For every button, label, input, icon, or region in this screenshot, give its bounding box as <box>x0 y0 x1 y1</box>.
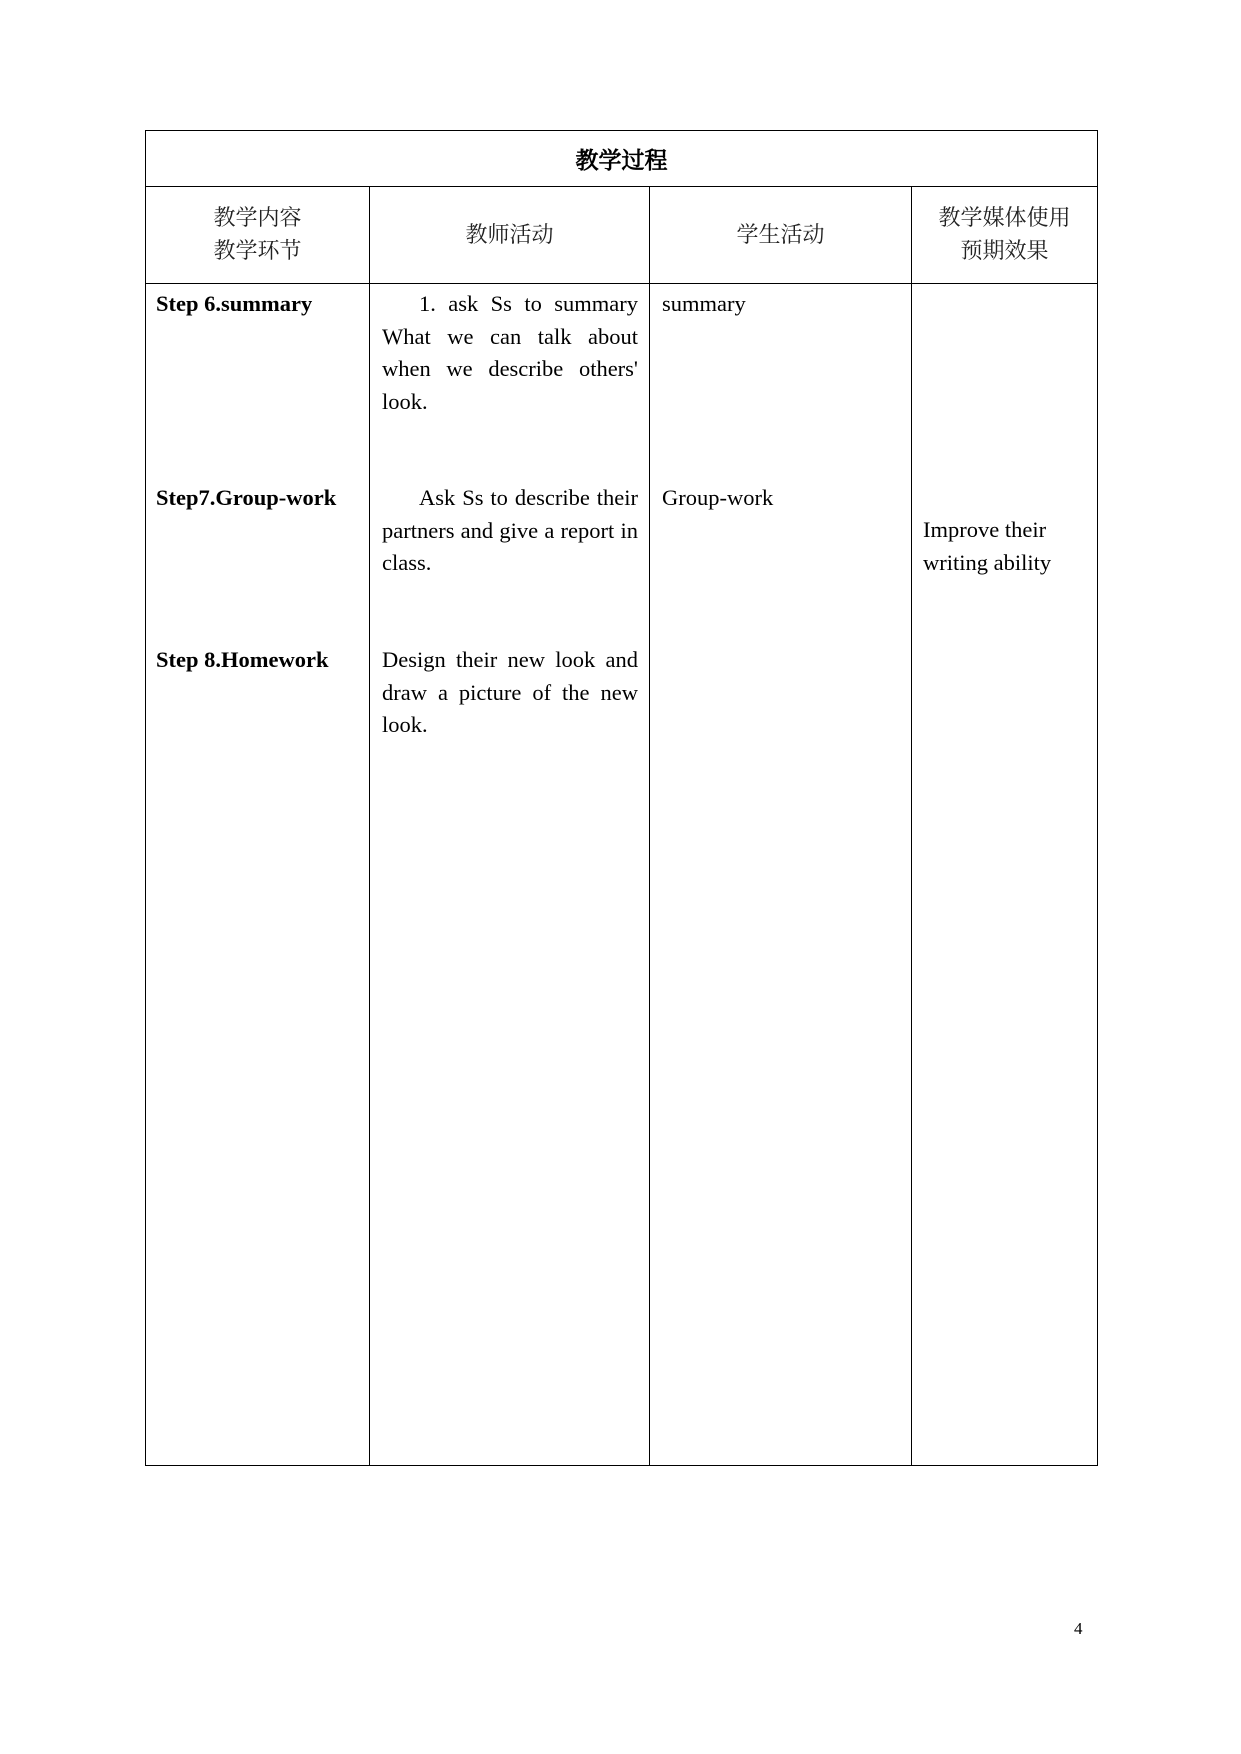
header-step-label: 教学环节 <box>213 239 302 264</box>
step-7-teacher-activity: Ask Ss to describe their partners and give a report in class. <box>382 485 638 575</box>
header-student <box>650 187 911 283</box>
header-teacher <box>370 187 649 283</box>
step-7-media-effect: Improve their writing ability <box>923 517 1052 575</box>
column-divider <box>369 187 370 1465</box>
column-divider <box>649 187 650 1465</box>
header-teacher-label: 教师活动 <box>465 222 554 248</box>
step-8-teacher-activity: Design their new look and draw a picture of the new look. <box>382 647 638 737</box>
step-8-name: Step 8.Homework <box>156 647 329 672</box>
header-effect-label: 预期效果 <box>960 239 1049 264</box>
header-content-step <box>146 187 369 283</box>
column-divider <box>911 187 912 1465</box>
step-6-teacher-line1: 1. ask Ss to summary <box>419 291 638 316</box>
header-media <box>912 187 1097 283</box>
step-6-teacher-line2: What we can talk about when we describe others' look. <box>382 323 638 414</box>
header-content-label: 教学内容 <box>213 206 302 231</box>
step-7-name: Step7.Group-work <box>156 485 337 510</box>
step-6-name: Step 6.summary <box>156 291 313 316</box>
teaching-process-table <box>145 130 1098 1466</box>
step-6-teacher-activity <box>382 288 638 418</box>
header-student-label: 学生活动 <box>736 222 825 248</box>
page-number: 4 <box>1074 1619 1083 1638</box>
header-divider <box>146 283 1097 284</box>
header-media-label: 教学媒体使用 <box>938 206 1071 231</box>
step-7-student-activity: Group-work <box>662 485 774 510</box>
table-title: 教学过程 <box>146 131 1097 187</box>
step-6-student-activity: summary <box>662 291 746 316</box>
